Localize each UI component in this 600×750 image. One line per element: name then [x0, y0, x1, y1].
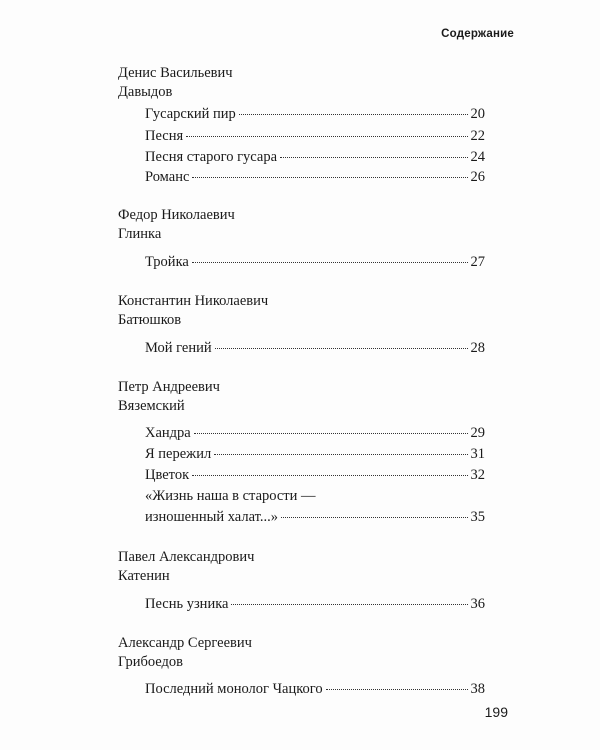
author-last-name: Катенин	[118, 568, 170, 584]
entry-title: Романс	[145, 169, 190, 185]
dot-leader	[326, 689, 468, 690]
author-name	[118, 64, 233, 102]
dot-leader	[239, 114, 468, 115]
entry-page: 24	[470, 149, 485, 165]
author-last-name: Грибоедов	[118, 654, 184, 670]
page-number: 199	[484, 704, 508, 720]
entry-title: Песня старого гусара	[145, 149, 278, 165]
toc-entry[interactable]	[145, 680, 485, 699]
author-name	[118, 292, 268, 330]
dot-leader	[194, 433, 468, 434]
toc-entry[interactable]	[145, 253, 485, 272]
dot-leader	[186, 136, 467, 137]
author-first-name: Петр Андреевич	[118, 379, 220, 395]
entry-page: 20	[470, 106, 485, 122]
entry-page: 29	[470, 425, 485, 441]
toc-entry[interactable]	[145, 424, 485, 443]
author-last-name: Батюшков	[118, 312, 182, 328]
dot-leader	[214, 454, 467, 455]
toc-entry[interactable]	[145, 595, 485, 614]
entry-page: 36	[470, 596, 485, 612]
entry-page: 38	[470, 681, 485, 697]
entry-title: Цветок	[145, 467, 190, 483]
entry-title: Тройка	[145, 254, 189, 270]
dot-leader	[192, 475, 467, 476]
author-last-name: Давыдов	[118, 84, 173, 100]
entry-title: изношенный халат...»	[145, 509, 279, 525]
dot-leader	[192, 262, 468, 263]
dot-leader	[231, 604, 467, 605]
author-first-name: Павел Александрович	[118, 549, 255, 565]
entry-title: Мой гений	[145, 340, 212, 356]
toc-entry[interactable]	[145, 445, 485, 464]
toc-entry[interactable]	[145, 127, 485, 146]
dot-leader	[280, 157, 467, 158]
running-header: Содержание	[441, 28, 514, 40]
author-last-name: Глинка	[118, 226, 162, 242]
entry-title: Последний монолог Чацкого	[145, 681, 323, 697]
entry-page: 32	[470, 467, 485, 483]
dot-leader	[215, 348, 468, 349]
dot-leader	[192, 177, 467, 178]
toc-entry[interactable]	[145, 508, 485, 527]
author-name	[118, 206, 235, 244]
author-name	[118, 378, 220, 416]
dot-leader	[281, 517, 467, 518]
toc-entry[interactable]	[145, 148, 485, 167]
entry-title: Гусарский пир	[145, 106, 236, 122]
author-last-name: Вяземский	[118, 398, 185, 414]
entry-page: 26	[470, 169, 485, 185]
toc-entry[interactable]	[145, 466, 485, 485]
entry-page: 28	[470, 340, 485, 356]
toc-entry[interactable]	[145, 339, 485, 358]
entry-title: Я пережил	[145, 446, 212, 462]
author-first-name: Денис Васильевич	[118, 65, 233, 81]
entry-page: 27	[470, 254, 485, 270]
author-name	[118, 548, 254, 586]
author-first-name: Александр Сергеевич	[118, 635, 252, 651]
entry-page: 35	[470, 509, 485, 525]
toc-entry[interactable]	[145, 105, 485, 124]
entry-title: Песнь узника	[145, 596, 229, 612]
entry-title: Хандра	[145, 425, 191, 441]
author-first-name: Константин Николаевич	[118, 293, 269, 309]
entry-title-line1: «Жизнь наша в старости —	[145, 488, 316, 504]
toc-entry[interactable]	[145, 168, 485, 187]
entry-title: Песня	[145, 128, 184, 144]
entry-page: 31	[470, 446, 485, 462]
entry-page: 22	[470, 128, 485, 144]
author-name	[118, 634, 252, 672]
author-first-name: Федор Николаевич	[118, 207, 235, 223]
